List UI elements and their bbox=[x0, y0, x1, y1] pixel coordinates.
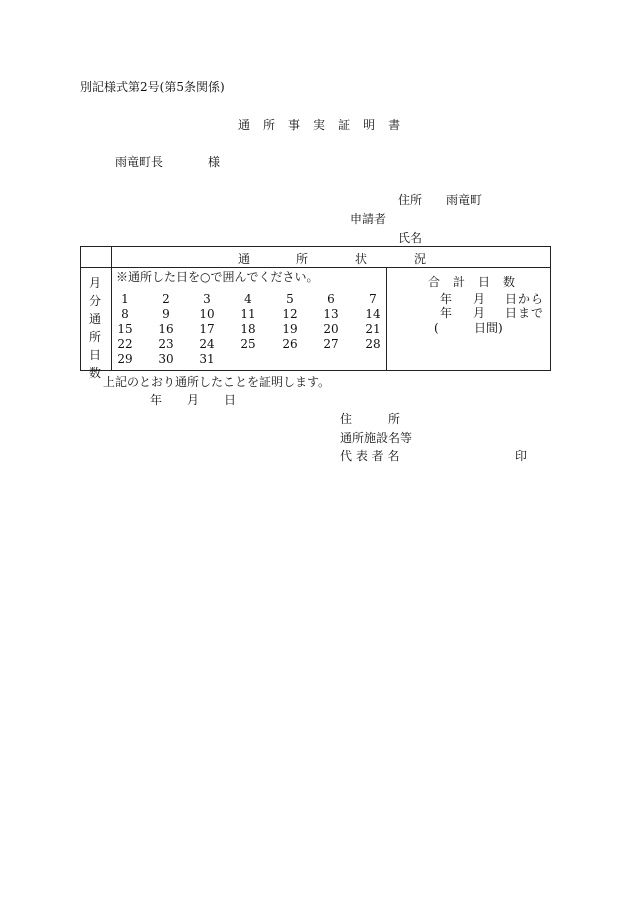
title-char: 明 bbox=[363, 118, 376, 132]
day-number: 11 bbox=[240, 307, 256, 321]
total-heading-char: 数 bbox=[503, 275, 516, 289]
date-year: 年 bbox=[150, 393, 163, 407]
day-number: 22 bbox=[117, 337, 133, 351]
certification-statement: 上記のとおり通所したことを証明します。 bbox=[103, 375, 331, 389]
day-number: 12 bbox=[282, 307, 298, 321]
date-day: 日 bbox=[224, 393, 237, 407]
header-char: 通 bbox=[238, 252, 251, 266]
facility-address-label: 住 所 bbox=[340, 412, 401, 426]
header-char: 状 bbox=[355, 252, 368, 266]
day-number: 27 bbox=[323, 337, 339, 351]
day-number: 7 bbox=[369, 292, 377, 306]
day-number: 10 bbox=[199, 307, 215, 321]
to-day: 日まで bbox=[505, 306, 545, 320]
side-label-char: 数 bbox=[88, 366, 101, 380]
day-number: 13 bbox=[323, 307, 339, 321]
table-header bbox=[111, 252, 552, 266]
day-number: 26 bbox=[282, 337, 298, 351]
day-number: 15 bbox=[117, 322, 133, 336]
addressee: 雨竜町長 bbox=[115, 155, 164, 169]
table-divider bbox=[386, 267, 387, 370]
total-heading-char: 計 bbox=[453, 275, 466, 289]
day-number: 17 bbox=[199, 322, 215, 336]
day-number: 25 bbox=[240, 337, 256, 351]
representative-label: 代 表 者 名 bbox=[340, 449, 400, 463]
circle-instruction: ※通所した日を○で囲んでください。 bbox=[116, 270, 319, 284]
day-number: 4 bbox=[244, 292, 252, 306]
title-char: 書 bbox=[388, 118, 401, 132]
day-number: 29 bbox=[117, 352, 133, 366]
day-number: 23 bbox=[158, 337, 174, 351]
day-number: 19 bbox=[282, 322, 298, 336]
facility-name-label: 通所施設名等 bbox=[340, 431, 413, 445]
applicant-name-label: 氏名 bbox=[398, 231, 423, 245]
title-char: 事 bbox=[288, 118, 301, 132]
day-number: 20 bbox=[323, 322, 339, 336]
open-paren: ( bbox=[434, 321, 439, 335]
certification-date bbox=[150, 393, 261, 407]
day-number: 1 bbox=[121, 292, 129, 306]
from-year: 年 bbox=[440, 292, 453, 306]
day-number: 8 bbox=[121, 307, 129, 321]
day-number: 9 bbox=[162, 307, 170, 321]
day-number: 30 bbox=[158, 352, 174, 366]
header-char: 所 bbox=[296, 252, 309, 266]
day-number: 18 bbox=[240, 322, 256, 336]
date-month: 月 bbox=[187, 393, 200, 407]
from-day: 日から bbox=[505, 292, 545, 306]
form-number: 別記様式第2号(第5条関係) bbox=[80, 80, 225, 94]
day-number: 5 bbox=[286, 292, 294, 306]
table-divider bbox=[81, 267, 550, 268]
day-number: 3 bbox=[203, 292, 211, 306]
day-number: 16 bbox=[158, 322, 174, 336]
total-days-heading bbox=[428, 275, 528, 289]
applicant-address-label: 住所 bbox=[398, 193, 423, 207]
title-char: 証 bbox=[338, 118, 351, 132]
side-label-char: 日 bbox=[88, 348, 101, 362]
title-char: 所 bbox=[263, 118, 276, 132]
applicant-label: 申請者 bbox=[350, 212, 387, 226]
side-label-char: 所 bbox=[88, 330, 101, 344]
day-number: 14 bbox=[365, 307, 381, 321]
day-number: 24 bbox=[199, 337, 215, 351]
day-number: 2 bbox=[162, 292, 170, 306]
day-number: 6 bbox=[327, 292, 335, 306]
to-year: 年 bbox=[440, 306, 453, 320]
applicant-address-value: 雨竜町 bbox=[446, 193, 483, 207]
total-heading-char: 合 bbox=[428, 275, 441, 289]
day-number: 31 bbox=[199, 352, 215, 366]
days-count-label: 日間) bbox=[474, 321, 503, 335]
day-number: 28 bbox=[365, 337, 381, 351]
document-title bbox=[238, 118, 413, 132]
side-label-char: 通 bbox=[88, 312, 101, 326]
honorific: 様 bbox=[208, 155, 221, 169]
total-heading-char: 日 bbox=[478, 275, 491, 289]
title-char: 実 bbox=[313, 118, 326, 132]
header-char: 況 bbox=[414, 252, 427, 266]
side-label-char: 月 bbox=[88, 276, 101, 290]
to-month: 月 bbox=[473, 306, 486, 320]
day-number: 21 bbox=[365, 322, 381, 336]
title-char: 通 bbox=[238, 118, 251, 132]
side-label-char: 分 bbox=[88, 294, 101, 308]
from-month: 月 bbox=[473, 292, 486, 306]
seal-mark: 印 bbox=[515, 449, 528, 463]
monthly-days-label bbox=[88, 274, 102, 382]
